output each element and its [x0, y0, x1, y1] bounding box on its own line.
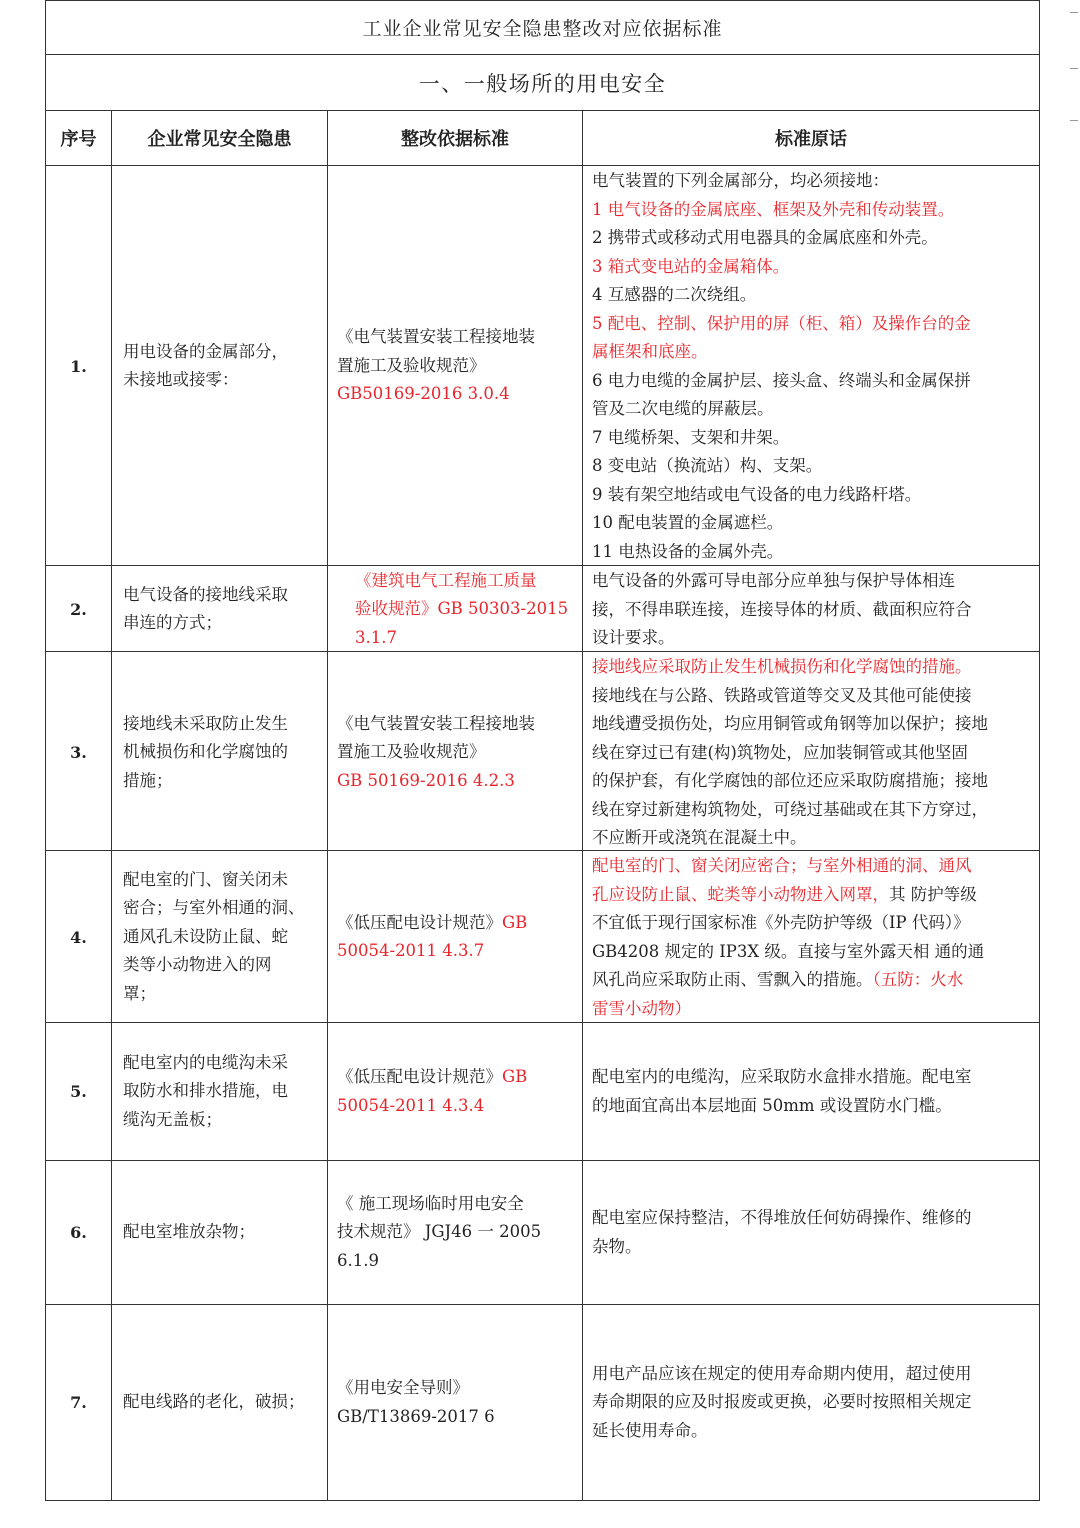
basis-line: 3.1.7 — [355, 627, 397, 647]
hazard-line: 缆沟无盖板； — [123, 1109, 222, 1129]
table-header-row — [45, 111, 1040, 166]
basis-line: 50054-2011 4.3.4 — [337, 1095, 485, 1115]
table-row — [45, 652, 1040, 851]
standard-text-line: 9 装有架空地结或电气设备的电力线路杆塔。 — [592, 484, 922, 504]
hazard-line: 配电室堆放杂物； — [123, 1222, 255, 1242]
hazard-line: 配电线路的老化，破损； — [123, 1392, 305, 1412]
hazard-line: 未接地或接零： — [123, 370, 239, 389]
standard-text-line: 7 电缆桥架、支架和井架。 — [592, 427, 790, 447]
row-number: 2. — [46, 566, 112, 653]
standard-text-line: 电气设备的外露可导电部分应单独与保护导体相连 — [592, 571, 955, 590]
standard-text-line: 接地线在与公路、铁路或管道等交叉及其他可能使接 — [592, 685, 972, 705]
basis-line: 《 施工现场临时用电安全 — [337, 1193, 524, 1213]
margin-mark — [1070, 120, 1078, 129]
table-body — [45, 166, 1040, 1501]
basis-line-part: GB — [502, 912, 528, 932]
row-number: 1. — [46, 166, 112, 566]
hazard-line: 类等小动物进入的网 — [123, 955, 272, 975]
standard-text-line: 1 电气设备的金属底座、框架及外壳和传动装置。 — [592, 199, 955, 219]
standard-text-line: 延长使用寿命。 — [592, 1420, 708, 1440]
standard-text-line: 电气装置的下列金属部分，均必须接地： — [592, 171, 889, 190]
header-original-text: 标准原话 — [775, 129, 847, 150]
basis-line — [337, 1063, 527, 1092]
standard-text-line: 寿命期限的应及时报废或更换，必要时按照相关规定 — [592, 1392, 972, 1412]
basis-line: 6.1.9 — [337, 1250, 379, 1270]
standard-text-line: 接，不得串联连接，连接导体的材质、截面积应符合 — [592, 599, 972, 619]
margin-mark — [1070, 12, 1078, 21]
table-row — [45, 851, 1040, 1023]
standard-text-line: 的保护套，有化学腐蚀的部位还应采取防腐措施；接地 — [592, 771, 988, 790]
standard-text-line — [592, 881, 984, 910]
basis-line: 《电气装置安装工程接地装 — [337, 713, 535, 733]
standard-text-line: 属框架和底座。 — [592, 342, 708, 361]
hazard-line: 密合；与室外相通的洞、 — [123, 898, 305, 918]
standard-text-line: 设计要求。 — [592, 628, 675, 647]
hazard-line: 串连的方式； — [123, 613, 222, 633]
standard-text-cell — [583, 566, 1039, 653]
basis-line: 置施工及验收规范》 — [337, 742, 486, 761]
hazard-cell — [112, 1023, 328, 1160]
table-row — [45, 1305, 1040, 1501]
standard-text-line: GB4208 规定的 IP3X 级。直接与室外露天相 通的通 — [592, 941, 985, 961]
standard-text-line: 11 电热设备的金属外壳。 — [592, 541, 784, 561]
standard-text-line: 管及二次电缆的屏蔽层。 — [592, 399, 774, 418]
basis-line: 验收规范》GB 50303-2015 — [355, 599, 569, 618]
standard-text-line: 不宜低于现行国家标准《外壳防护等级（IP 代码）》 — [592, 913, 970, 932]
hazard-line: 取防水和排水措施，电 — [123, 1081, 288, 1101]
basis-line: GB50169-2016 3.0.4 — [337, 384, 510, 404]
standard-text-line: 用电产品应该在规定的使用寿命期内使用，超过使用 — [592, 1363, 972, 1383]
basis-line: 置施工及验收规范》 — [337, 355, 486, 375]
table-row — [45, 1161, 1040, 1305]
header-number: 序号 — [46, 111, 112, 165]
document-title-text: 工业企业常见安全隐患整改对应依据标准 — [362, 18, 723, 40]
header-hazard: 企业常见安全隐患 — [112, 111, 328, 165]
basis-line-part: 《低压配电设计规范》 — [337, 912, 502, 932]
table-row — [45, 566, 1040, 652]
basis-line-part: 《低压配电设计规范》 — [337, 1067, 502, 1086]
basis-cell — [328, 1161, 583, 1304]
standard-text-line: 4 互感器的二次绕组。 — [592, 285, 757, 304]
basis-line: GB 50169-2016 4.2.3 — [337, 770, 515, 790]
standard-text-cell — [583, 1023, 1039, 1160]
basis-line: 技术规范》 JGJ46 一 2005 — [337, 1222, 542, 1242]
standard-text-line: 6 电力电缆的金属护层、接头盒、终端头和金属保拼 — [592, 370, 971, 390]
standard-text-line: 10 配电装置的金属遮栏。 — [592, 513, 784, 532]
hazard-line: 罩； — [123, 983, 156, 1003]
basis-cell — [328, 1023, 583, 1160]
basis-line — [337, 909, 527, 938]
standard-text-line — [592, 966, 984, 995]
basis-cell — [328, 851, 583, 1023]
basis-cell — [328, 566, 583, 653]
row-number: 6. — [46, 1161, 112, 1304]
table-row — [45, 1023, 1040, 1161]
standard-text-line: 的地面宜高出本层地面 50mm 或设置防水门槛。 — [592, 1095, 952, 1115]
standard-text-line: 配电室内的电缆沟，应采取防水盒排水措施。配电室 — [592, 1067, 972, 1086]
standard-text-line: 雷雪小动物） — [592, 998, 691, 1018]
hazard-line: 接地线未采取防止发生 — [123, 713, 288, 733]
standard-text-line: 配电室的门、窗关闭应密合；与室外相通的洞、通风 — [592, 856, 972, 875]
document-title — [45, 0, 1040, 55]
row-number: 3. — [46, 652, 112, 853]
basis-cell — [328, 166, 583, 566]
basis-line: 《电气装置安装工程接地装 — [337, 327, 535, 347]
basis-line: 《建筑电气工程施工质量 — [355, 570, 537, 590]
standard-text-line: 不应断开或浇筑在混凝土中。 — [592, 828, 807, 847]
margin-mark — [1070, 68, 1078, 77]
standard-text-cell — [583, 166, 1039, 566]
standard-text-line: 线在穿过新建构筑物处，可绕过基础或在其下方穿过， — [592, 799, 988, 819]
hazard-line: 措施； — [123, 770, 173, 790]
standard-text-line-part: 孔应设防止鼠、蛇类等小动物进入网罩， — [592, 884, 889, 904]
standard-text-line-part: 其 防护等级 — [889, 884, 977, 904]
basis-line: 《用电安全导则》 — [337, 1378, 469, 1397]
hazard-line: 配电室的门、窗关闭未 — [123, 869, 288, 889]
basis-cell — [328, 652, 583, 853]
hazard-cell — [112, 851, 328, 1023]
hazard-cell — [112, 566, 328, 653]
row-number: 5. — [46, 1023, 112, 1160]
table-row — [45, 166, 1040, 566]
hazard-line: 机械损伤和化学腐蚀的 — [123, 742, 288, 761]
row-number: 4. — [46, 851, 112, 1023]
standard-text-line: 5 配电、控制、保护用的屏（柜、箱）及操作台的金 — [592, 313, 971, 333]
standard-text-line: 3 箱式变电站的金属箱体。 — [592, 256, 790, 276]
standard-text-line: 地线遭受损伤处，均应用铜管或角钢等加以保护；接地 — [592, 714, 988, 733]
hazard-line: 通风孔未设防止鼠、蛇 — [123, 926, 288, 946]
standard-text-line-part: 风孔尚应采取防止雨、雪飘入的措施。 — [592, 970, 873, 989]
standard-text-line: 线在穿过已有建(构)筑物处，应加装铜管或其他坚固 — [592, 742, 968, 762]
standard-text-line: 8 变电站（换流站）构、支架。 — [592, 456, 823, 475]
basis-cell — [328, 1305, 583, 1500]
standard-text-cell — [583, 1161, 1039, 1304]
section-title — [45, 55, 1040, 111]
hazard-line: 配电室内的电缆沟未采 — [123, 1052, 288, 1072]
standard-text-line: 2 携带式或移动式用电器具的金属底座和外壳。 — [592, 228, 938, 247]
header-basis: 整改依据标准 — [328, 111, 583, 165]
section-title-text: 一、一般场所的用电安全 — [418, 71, 667, 96]
standard-text-line: 配电室应保持整洁，不得堆放任何妨碍操作、维修的 — [592, 1208, 972, 1227]
basis-line: 50054-2011 4.3.7 — [337, 941, 485, 960]
hazard-line: 用电设备的金属部分， — [123, 341, 288, 361]
standard-text-cell — [583, 652, 1039, 853]
hazard-line: 电气设备的接地线采取 — [123, 584, 288, 604]
hazard-cell — [112, 652, 328, 853]
standard-text-cell — [583, 1305, 1039, 1500]
standard-text-line: 杂物。 — [592, 1236, 642, 1256]
standard-text-line: 接地线应采取防止发生机械损伤和化学腐蚀的措施。 — [592, 657, 972, 676]
hazard-cell — [112, 1161, 328, 1304]
basis-line: GB/T13869-2017 6 — [337, 1406, 495, 1426]
standard-text-cell — [583, 851, 1039, 1023]
standard-text-line-part: （五防：火水 — [872, 970, 964, 989]
hazard-cell — [112, 166, 328, 566]
hazard-cell — [112, 1305, 328, 1500]
basis-line-part: GB — [502, 1067, 528, 1086]
row-number: 7. — [46, 1305, 112, 1500]
standards-document — [45, 0, 1040, 1501]
